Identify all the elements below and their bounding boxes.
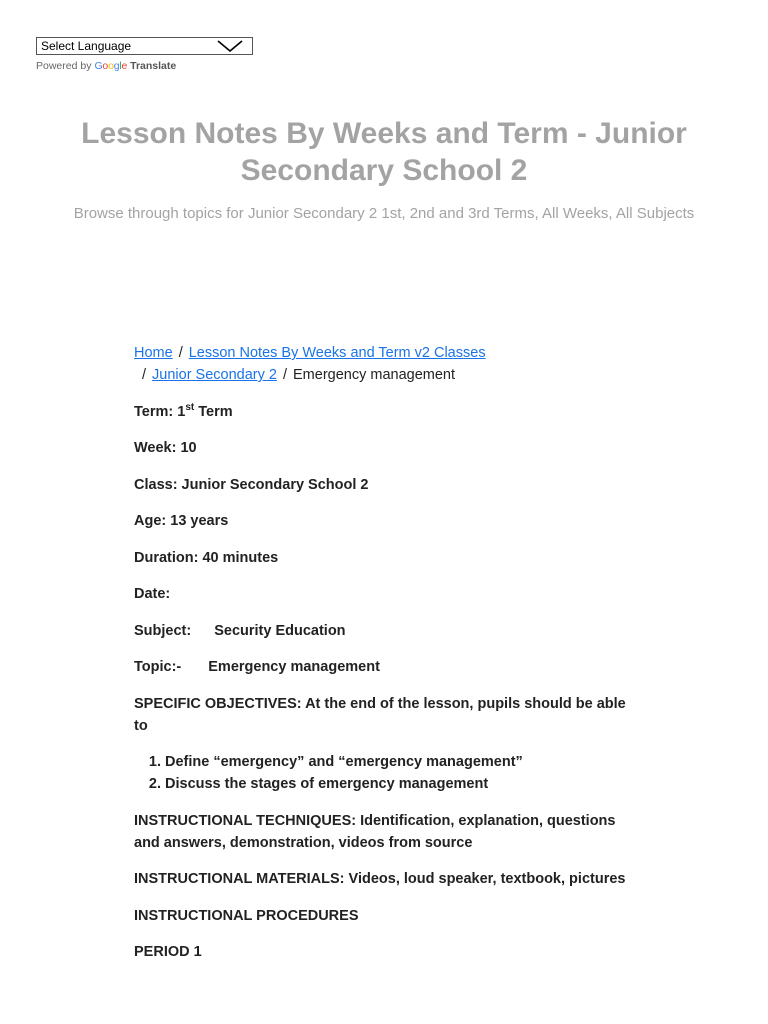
language-select-label: Select Language (41, 39, 132, 53)
lesson-content (134, 342, 634, 963)
language-select[interactable] (36, 37, 253, 55)
subject-label: Subject: (134, 622, 192, 639)
page-title: Lesson Notes By Weeks and Term - Junior Secondary School 2 (81, 117, 687, 187)
powered-by-google (36, 60, 253, 72)
breadcrumb-separator: / (282, 367, 287, 383)
term-label: Term: 1 (134, 403, 186, 420)
breadcrumb-current: Emergency management (293, 367, 455, 383)
powered-by-text: Powered by (36, 60, 92, 72)
class-field: Class: Junior Secondary School 2 (134, 476, 369, 493)
chevron-down-icon (216, 39, 244, 53)
subject-value: Security Education (214, 622, 346, 639)
page-subtitle: Browse through topics for Junior Secondary 2 1st, 2nd and 3rd Terms, All Weeks, All Subjects (73, 205, 695, 222)
instructional-materials: INSTRUCTIONAL MATERIALS: Videos, loud speaker, textbook, pictures (134, 871, 626, 887)
breadcrumb-jss2[interactable]: Junior Secondary 2 (152, 367, 277, 383)
breadcrumb-classes[interactable]: Lesson Notes By Weeks and Term v2 Classes (188, 345, 486, 361)
hero-section (64, 115, 704, 225)
google-logo: Google (94, 60, 128, 72)
breadcrumb-separator: / (178, 345, 183, 361)
list-item: 2. Discuss the stages of emergency management (165, 773, 634, 795)
breadcrumb (134, 342, 634, 386)
objectives-list (134, 751, 634, 795)
google-translate-widget (36, 37, 253, 72)
instructional-procedures: INSTRUCTIONAL PROCEDURES (134, 907, 359, 924)
term-suffix: Term (194, 403, 233, 420)
duration-field: Duration: 40 minutes (134, 549, 279, 566)
topic-label: Topic:- (134, 659, 182, 675)
instructional-techniques: INSTRUCTIONAL TECHNIQUES: Identification, explanation, questions and answers, demonstration, videos from source (134, 812, 616, 851)
subject-field (134, 620, 634, 642)
week-field: Week: 10 (134, 440, 197, 456)
date-field: Date: (134, 586, 171, 602)
age-field: Age: 13 years (134, 513, 229, 529)
topic-value: Emergency management (208, 659, 380, 675)
list-item: 1. Define “emergency” and “emergency management” (165, 751, 634, 773)
breadcrumb-separator: / (142, 367, 147, 383)
breadcrumb-home[interactable]: Home (134, 345, 173, 361)
translate-link[interactable]: Translate (130, 60, 177, 72)
topic-field (134, 656, 634, 678)
term-field (134, 401, 634, 423)
specific-objectives: SPECIFIC OBJECTIVES: At the end of the lesson, pupils should be able to (134, 695, 626, 734)
period-heading: PERIOD 1 (134, 944, 202, 960)
term-superscript: st (185, 401, 195, 413)
